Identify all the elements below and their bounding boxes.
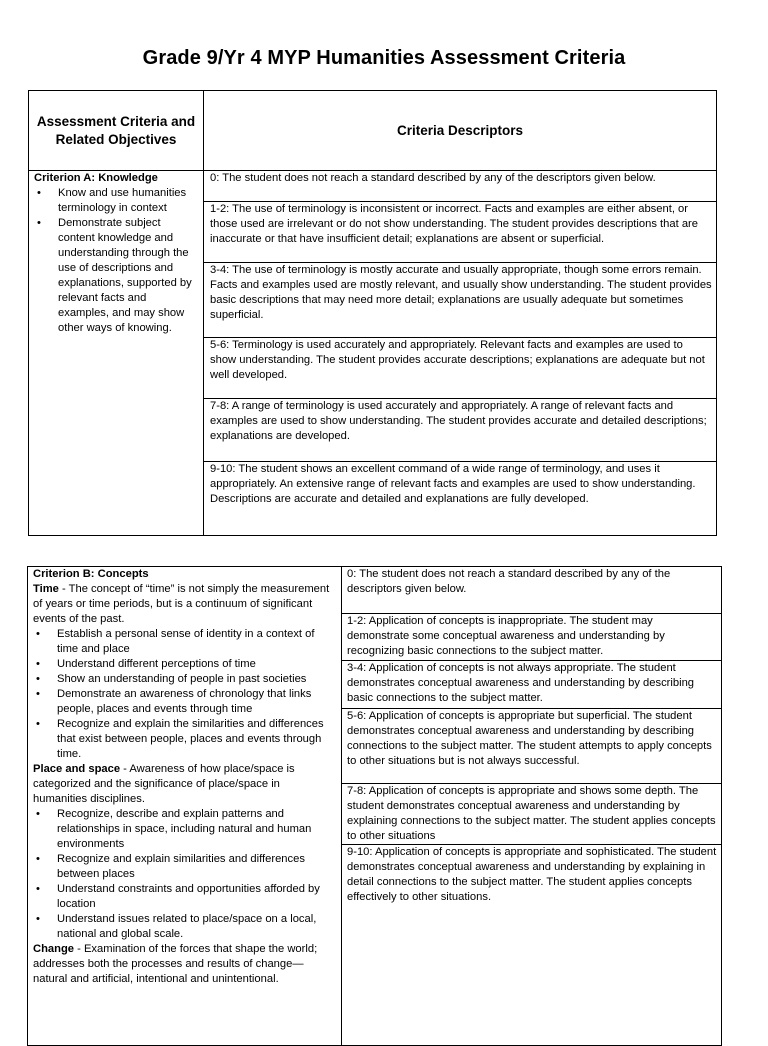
- criterion-a-objectives: [29, 171, 204, 536]
- table-row: [29, 171, 717, 202]
- table-row: [28, 567, 722, 614]
- change-lead: Change: [33, 943, 75, 955]
- descriptor-3-4: 3-4: The use of terminology is mostly accurate and usually appropriate, though some errors remain. Facts and examples used are mostly relevant, and usually show understanding. The student provides basic descriptions that may need more detail; explanations are usually adequate but sometimes superficial.: [204, 263, 717, 338]
- descriptor-5-6: 5-6: Application of concepts is appropriate but superficial. The student demonstrates conceptual awareness and understanding by describing connections to the subject matter. The student attempts to apply concepts to other situations but is not always successful.: [342, 709, 722, 784]
- time-lead: Time: [33, 583, 59, 595]
- list-item: • Demonstrate an awareness of chronology that links people, places and events through time: [33, 687, 337, 717]
- criterion-a-title: Criterion A: Knowledge: [34, 172, 158, 184]
- page-title: Grade 9/Yr 4 MYP Humanities Assessment Criteria: [142, 47, 626, 69]
- criterion-b-objectives: [28, 567, 342, 1046]
- header-row: [29, 91, 717, 171]
- objective-list: [34, 186, 199, 336]
- time-paragraph: [33, 582, 337, 627]
- change-paragraph: [33, 942, 337, 987]
- place-list: [33, 807, 337, 942]
- list-item: • Demonstrate subject content knowledge and understanding through the use of descriptions and explanations, supported by relevant facts and examples, and may show other ways of knowing.: [34, 216, 199, 336]
- list-item: • Understand issues related to place/space on a local, national and global scale.: [33, 912, 337, 942]
- criterion-b-title: Criterion B: Concepts: [33, 568, 149, 580]
- list-item: • Understand constraints and opportunities afforded by location: [33, 882, 337, 912]
- place-text: - Awareness of how place/space is categorized and the significance of place/space in humanities disciplines.: [33, 763, 295, 805]
- criterion-a-table: [28, 90, 717, 536]
- descriptor-0: 0: The student does not reach a standard described by any of the descriptors given below.: [204, 171, 717, 202]
- header-objectives: Assessment Criteria and Related Objectives: [29, 91, 204, 171]
- list-item: • Show an understanding of people in past societies: [33, 672, 337, 687]
- header-descriptors: Criteria Descriptors: [204, 91, 717, 171]
- descriptor-9-10: 9-10: Application of concepts is appropriate and sophisticated. The student demonstrates conceptual awareness and understanding by explaining in detail connections to the subject matter. The student applies concepts effectively to other situations.: [342, 845, 722, 1046]
- list-item: • Know and use humanities terminology in context: [34, 186, 199, 216]
- descriptor-9-10: 9-10: The student shows an excellent command of a wide range of terminology, and uses it appropriately. An extensive range of relevant facts and examples are used to show understanding. Descriptions are accurate and detailed and explanations are fully developed.: [204, 462, 717, 536]
- descriptor-1-2: 1-2: The use of terminology is inconsistent or incorrect. Facts and examples are either absent, or those used are irrelevant or do not show understanding. The student provides descriptions that are inaccurate or that have insufficient detail; explanations are absent or superficial.: [204, 202, 717, 263]
- descriptor-1-2: 1-2: Application of concepts is inappropriate. The student may demonstrate some conceptual awareness and understanding by recognizing basic connections to the subject matter.: [342, 614, 722, 661]
- descriptor-3-4: 3-4: Application of concepts is not always appropriate. The student demonstrates conceptual awareness and understanding by describing basic connections to the subject matter.: [342, 661, 722, 709]
- place-lead: Place and space: [33, 763, 121, 775]
- descriptor-0: 0: The student does not reach a standard described by any of the descriptors given below.: [342, 567, 722, 614]
- list-item: • Recognize and explain the similarities and differences that exist between people, places and events through time.: [33, 717, 337, 762]
- place-paragraph: [33, 762, 337, 807]
- time-text: - The concept of “time” is not simply the measurement of years or time periods, but is a continuum of significant events of the past.: [33, 583, 330, 625]
- list-item: • Recognize and explain similarities and differences between places: [33, 852, 337, 882]
- descriptor-5-6: 5-6: Terminology is used accurately and appropriately. Relevant facts and examples are used to show understanding. The student provides accurate descriptions; explanations are adequate but not well developed.: [204, 338, 717, 399]
- criterion-b-table: [27, 566, 722, 1046]
- list-item: • Understand different perceptions of time: [33, 657, 337, 672]
- descriptor-7-8: 7-8: Application of concepts is appropriate and shows some depth. The student demonstrates conceptual awareness and understanding by explaining connections to the subject matter. The student applies concepts to other situations: [342, 784, 722, 845]
- change-text: - Examination of the forces that shape the world; addresses both the processes and results of change—natural and artificial, intentional and unintentional.: [33, 943, 318, 985]
- list-item: • Establish a personal sense of identity in a context of time and place: [33, 627, 337, 657]
- time-list: [33, 627, 337, 762]
- list-item: • Recognize, describe and explain patterns and relationships in space, including natural and human environments: [33, 807, 337, 852]
- descriptor-7-8: 7-8: A range of terminology is used accurately and appropriately. A range of relevant facts and examples are used to show understanding. The student provides accurate and detailed descriptions; explanations are developed.: [204, 399, 717, 462]
